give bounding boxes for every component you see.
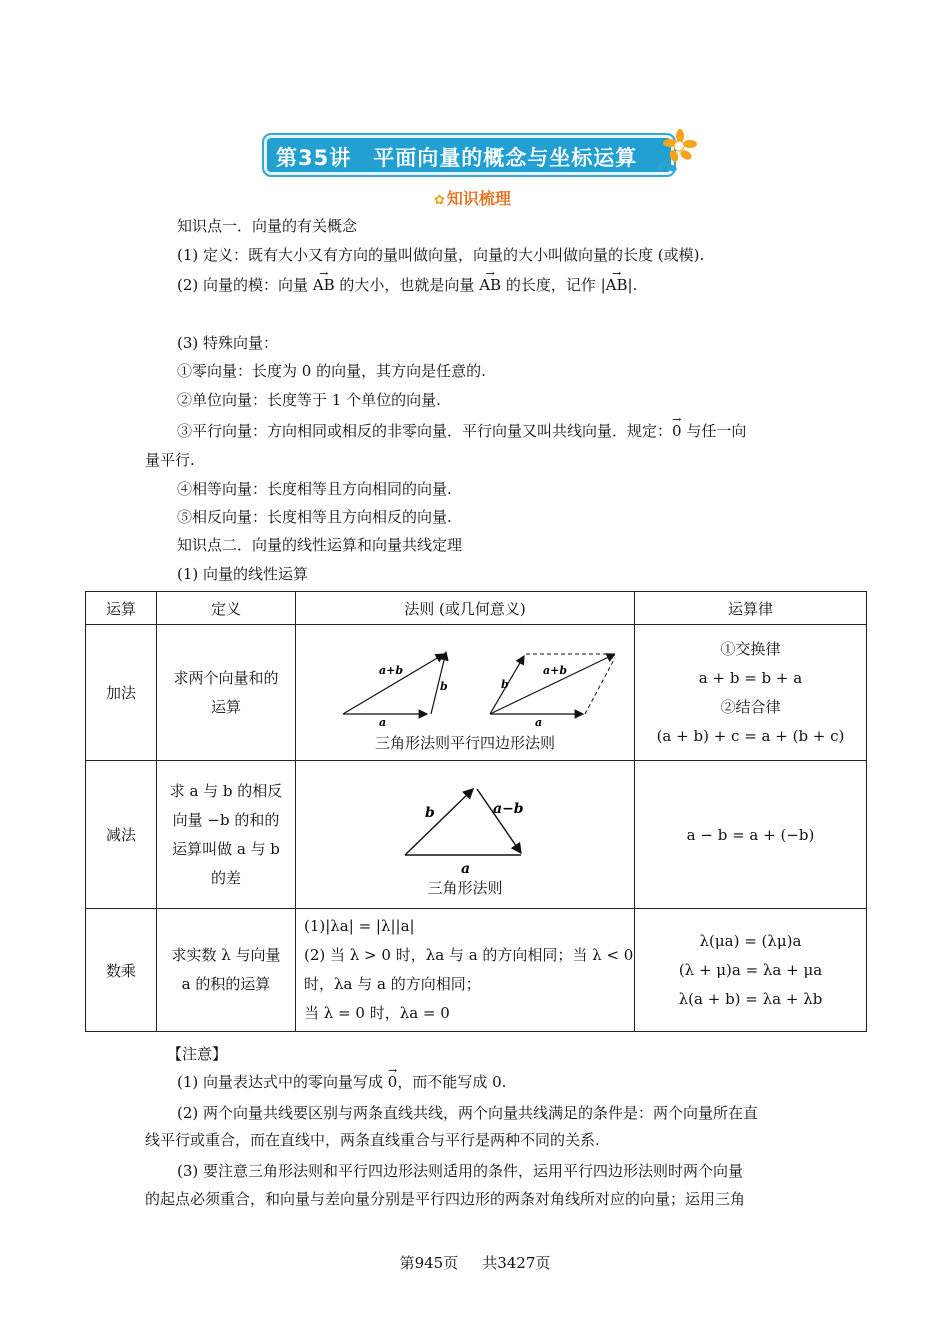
label-a: a bbox=[379, 715, 387, 726]
modulus-text-2: 的大小，也就是向量 bbox=[334, 276, 480, 294]
note-1-text-1: (1) 向量表达式中的零向量写成 bbox=[177, 1073, 388, 1091]
lecture-title-banner bbox=[262, 133, 676, 177]
op-name: 数乘 bbox=[86, 909, 157, 1032]
definition-line: a 的积的运算 bbox=[181, 975, 271, 993]
label-b: b bbox=[501, 677, 509, 691]
rule-line: 时，λa 与 a 的方向相同； bbox=[304, 975, 481, 993]
dashed-side bbox=[585, 654, 615, 714]
table-header: 法则 (或几何意义) bbox=[296, 592, 635, 625]
vector-sum-arrow bbox=[343, 654, 444, 714]
law-line: ②结合律 bbox=[720, 697, 781, 716]
vector-ab: → AB bbox=[313, 275, 335, 295]
vector-sum-arrow bbox=[490, 654, 615, 714]
total-pages: 共3427页 bbox=[482, 1254, 551, 1272]
definition-line: 的差 bbox=[210, 868, 241, 887]
linear-operations-table bbox=[85, 591, 867, 1032]
op-definition bbox=[157, 909, 296, 1032]
parallel-vector-line-cont: 量平行. bbox=[145, 451, 195, 469]
law-line: (λ + μ)a = λa + μa bbox=[678, 960, 823, 979]
op-definition bbox=[157, 761, 296, 909]
note-1-text-2: ，而不能写成 0. bbox=[397, 1073, 507, 1091]
law-line: λ(a + b) = λa + λb bbox=[678, 989, 823, 1008]
opposite-vector-line: ⑤相反向量：长度相等且方向相反的向量. bbox=[177, 508, 452, 526]
zero-vector-symbol: → 0 bbox=[388, 1072, 398, 1092]
notes-title: 【注意】 bbox=[167, 1045, 228, 1063]
addition-figures bbox=[315, 640, 615, 726]
modulus-line bbox=[177, 275, 637, 295]
law-line: ①交换律 bbox=[720, 639, 781, 658]
vector-ab: → AB bbox=[479, 275, 501, 295]
table-header: 运算 bbox=[86, 592, 157, 625]
op-rule bbox=[296, 625, 635, 761]
op-rule bbox=[296, 761, 635, 909]
law-line: (a + b) + c = a + (b + c) bbox=[656, 726, 845, 745]
label-sum: a+b bbox=[379, 663, 404, 677]
modulus-text-1: (2) 向量的模：向量 bbox=[177, 276, 313, 294]
vector-ab: → AB bbox=[606, 275, 628, 295]
table-header-row bbox=[86, 592, 867, 625]
section-title bbox=[434, 186, 511, 209]
special-vectors-heading: (3) 特殊向量： bbox=[177, 334, 279, 352]
label-diff: a−b bbox=[493, 800, 524, 817]
small-flower-icon: ✿ bbox=[434, 193, 445, 208]
label-sum: a+b bbox=[543, 663, 568, 677]
section-title-text: 知识梳理 bbox=[446, 189, 511, 208]
parallel-text-1: ③平行向量：方向相同或相反的非零向量．平行向量又叫共线向量．规定： bbox=[177, 422, 673, 440]
table-row-addition bbox=[86, 625, 867, 761]
table-header: 定义 bbox=[157, 592, 296, 625]
label-b: b bbox=[440, 679, 448, 693]
rule-caption: 三角形法则平行四边形法则 bbox=[374, 733, 555, 752]
label-b: b bbox=[425, 804, 435, 821]
flower-decoration-icon bbox=[650, 128, 700, 176]
op-laws bbox=[635, 909, 867, 1032]
table-row-scalar bbox=[86, 909, 867, 1032]
rule-line: (1)|λa| = |λ||a| bbox=[304, 917, 415, 935]
law-line: λ(μa) = (λμ)a bbox=[699, 931, 802, 950]
op-name: 减法 bbox=[86, 761, 157, 909]
definition-line: 求实数 λ 与向量 bbox=[171, 946, 281, 964]
table-header: 运算律 bbox=[635, 592, 867, 625]
table-row-subtraction bbox=[86, 761, 867, 909]
op-law: a − b = a + (−b) bbox=[635, 761, 867, 909]
note-2-line-2: 线平行或重合，而在直线中，两条直线重合与平行是两种不同的关系. bbox=[145, 1131, 600, 1149]
modulus-text-4: |. bbox=[627, 276, 638, 294]
lecture-title: 第35讲 平面向量的概念与坐标运算 bbox=[276, 146, 638, 170]
vector-diff-arrow bbox=[477, 789, 521, 853]
definition-line: 运算叫做 a 与 b bbox=[172, 839, 280, 858]
rule-line: (2) 当 λ > 0 时，λa 与 a 的方向相同；当 λ < 0 bbox=[304, 946, 634, 964]
label-a: a bbox=[535, 715, 543, 726]
definition-line: 求两个向量和的 bbox=[173, 668, 279, 687]
parallel-text-2: 与任一向 bbox=[681, 422, 747, 440]
definition-line: 向量 −b 的和的 bbox=[172, 810, 280, 829]
label-a: a bbox=[461, 860, 471, 873]
note-3-line-2: 的起点必须重合，和向量与差向量分别是平行四边形的两条对角线所对应的向量；运用三角 bbox=[145, 1190, 746, 1208]
page-footer bbox=[0, 1252, 950, 1273]
op-definition bbox=[157, 625, 296, 761]
note-2-line-1: (2) 两个向量共线要区别与两条直线共线，两个向量共线满足的条件是：两个向量所在直 bbox=[177, 1104, 759, 1122]
definition-line: 运算 bbox=[210, 697, 241, 716]
rule-line: 当 λ = 0 时，λa = 0 bbox=[304, 1004, 450, 1022]
op-laws bbox=[635, 625, 867, 761]
vector-b-arrow bbox=[405, 789, 473, 855]
page-number: 第945页 bbox=[399, 1254, 459, 1272]
unit-vector-line: ②单位向量：长度等于 1 个单位的向量. bbox=[177, 391, 441, 409]
parallel-vector-line bbox=[177, 421, 746, 441]
knowledge-point-2: 知识点二．向量的线性运算和向量共线定理 bbox=[177, 536, 463, 554]
subtraction-figure bbox=[385, 777, 545, 873]
op-rule bbox=[296, 909, 635, 1032]
definition-line: (1) 定义：既有大小又有方向的量叫做向量，向量的大小叫做向量的长度 (或模). bbox=[177, 246, 705, 264]
law-line: a + b = b + a bbox=[698, 668, 803, 687]
rule-caption: 三角形法则 bbox=[427, 878, 503, 897]
note-1 bbox=[177, 1072, 506, 1092]
linear-ops-heading: (1) 向量的线性运算 bbox=[177, 565, 309, 583]
knowledge-point-1: 知识点一．向量的有关概念 bbox=[177, 217, 358, 235]
zero-vector-line: ①零向量：长度为 0 的向量，其方向是任意的. bbox=[177, 362, 486, 380]
definition-line: 求 a 与 b 的相反 bbox=[169, 781, 283, 800]
modulus-text-3: 的长度，记作 | bbox=[501, 276, 606, 294]
equal-vector-line: ④相等向量：长度相等且方向相同的向量. bbox=[177, 480, 452, 498]
zero-vector-symbol: → 0 bbox=[672, 421, 682, 441]
note-3-line-1: (3) 要注意三角形法则和平行四边形法则适用的条件，运用平行四边形法则时两个向量 bbox=[177, 1162, 744, 1180]
op-name: 加法 bbox=[86, 625, 157, 761]
